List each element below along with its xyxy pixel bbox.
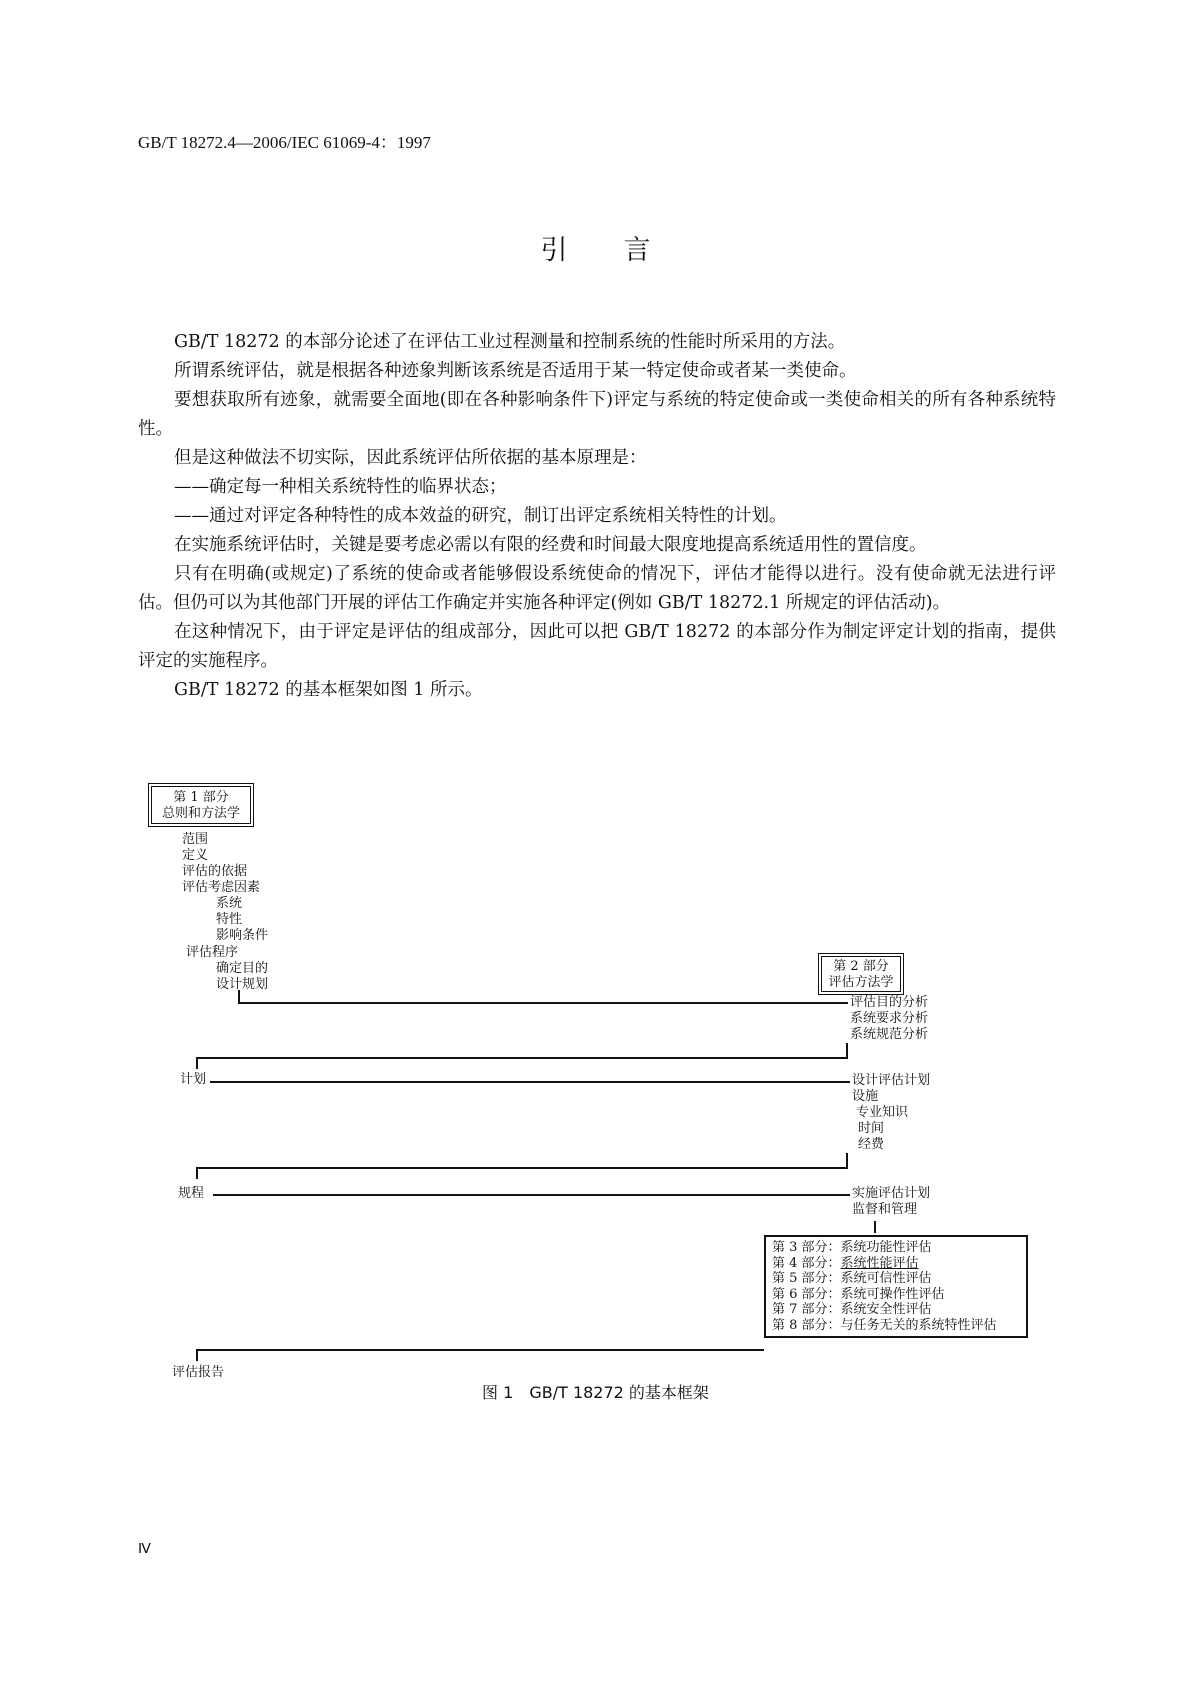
part1-item: 系统 <box>216 896 243 911</box>
page-title: 引言 <box>540 235 707 266</box>
part1-item: 特性 <box>216 912 243 927</box>
part1-item: 评估考虑因素 <box>182 880 261 895</box>
part-row <box>772 1256 1020 1272</box>
part-name: 系统可操作性评估 <box>840 1286 945 1302</box>
part1-item: 确定目的 <box>216 961 269 976</box>
part-name: 系统功能性评估 <box>840 1240 932 1255</box>
part1-item: 范围 <box>182 832 209 847</box>
part-number: 第 4 部分： <box>772 1255 841 1271</box>
paragraph: GB/T 18272 的基本框架如图 1 所示。 <box>174 680 483 700</box>
connector-line <box>196 1349 198 1361</box>
part1-item: 评估的依据 <box>182 864 248 879</box>
paragraph: 要想获取所有迹象，就需要全面地(即在各种影响条件下)评定与系统的特定使命或一类使命相关的所有各种系统特性。 <box>138 390 1056 439</box>
paragraph: 但是这种做法不切实际，因此系统评估所依据的基本原理是： <box>174 448 647 468</box>
label-procedure: 规程 <box>178 1186 205 1201</box>
connector-line <box>196 1349 764 1351</box>
paragraph: 所谓系统评估，就是根据各种迹象判断该系统是否适用于某一特定使命或者某一类使命。 <box>174 361 857 381</box>
part1-item: 评估程序 <box>186 945 239 960</box>
paragraph: 在实施系统评估时，关键是要考虑必需以有限的经费和时间最大限度地提高系统适用性的置信度。 <box>174 535 927 555</box>
part-row <box>772 1302 1020 1318</box>
part-name: 系统安全性评估 <box>840 1302 932 1317</box>
connector-line <box>210 1081 850 1083</box>
part1-box-line: 总则和方法学 <box>161 806 240 821</box>
part1-item: 设计规划 <box>216 977 269 992</box>
connector-line <box>238 1002 848 1004</box>
list-item: ——通过对评定各种特性的成本效益的研究，制订出评定系统相关特性的计划。 <box>174 506 787 526</box>
part-row <box>772 1287 1020 1303</box>
part-row <box>772 1271 1020 1287</box>
figure-caption: 图 1 GB/T 18272 的基本框架 <box>482 1383 709 1402</box>
part-number: 第 3 部分： <box>772 1240 841 1255</box>
list-item: ——确定每一种相关系统特性的临界状态； <box>174 477 507 497</box>
analysis-item: 系统要求分析 <box>850 1011 929 1026</box>
page-number: Ⅳ <box>138 1542 151 1557</box>
connector-line <box>874 1221 876 1233</box>
connector-line <box>213 1194 850 1196</box>
paragraph: GB/T 18272 的本部分论述了在评估工业过程测量和控制系统的性能时所采用的方法。 <box>174 332 846 352</box>
part-number: 第 8 部分： <box>772 1317 841 1333</box>
part1-box-line: 第 1 部分 <box>173 790 229 805</box>
part1-item: 影响条件 <box>216 928 269 943</box>
part-row <box>772 1240 1020 1256</box>
connector-line <box>196 1167 198 1179</box>
part-number: 第 7 部分： <box>772 1302 841 1317</box>
introduction-body <box>138 328 1056 705</box>
analysis-item: 评估目的分析 <box>850 995 929 1010</box>
plan-item: 设施 <box>852 1089 879 1104</box>
plan-item: 专业知识 <box>856 1105 909 1120</box>
part-number: 第 5 部分： <box>772 1271 841 1286</box>
procedure-item: 实施评估计划 <box>852 1186 931 1201</box>
evaluation-parts-box <box>764 1235 1028 1338</box>
procedure-item: 监督和管理 <box>852 1202 918 1217</box>
part2-box-line: 评估方法学 <box>828 975 894 990</box>
plan-item: 设计评估计划 <box>852 1073 931 1088</box>
part-name: 与任务无关的系统特性评估 <box>840 1317 997 1333</box>
connector-line <box>846 1043 848 1058</box>
label-plan: 计划 <box>180 1072 207 1087</box>
label-report: 评估报告 <box>172 1365 225 1380</box>
part-row <box>772 1318 1020 1334</box>
part-name: 系统性能评估 <box>840 1255 919 1271</box>
connector-line <box>846 1153 848 1168</box>
paragraph: 在这种情况下，由于评定是评估的组成部分，因此可以把 GB/T 18272 的本部分作为制定评定计划的指南，提供评定的实施程序。 <box>138 622 1056 671</box>
connector-line <box>196 1057 198 1069</box>
standard-code-header: GB/T 18272.4—2006/IEC 61069-4：1997 <box>138 133 431 152</box>
connector-line <box>196 1167 848 1169</box>
paragraph: 只有在明确(或规定)了系统的使命或者能够假设系统使命的情况下，评估才能得以进行。没有使命就无法进行评估。但仍可以为其他部门开展的评估工作确定并实施各种评定(例如 GB/T 18272.1 所规定的评估活动)。 <box>138 564 1056 613</box>
part1-box <box>148 783 254 827</box>
connector-line <box>196 1057 848 1059</box>
plan-item: 经费 <box>858 1137 885 1152</box>
part-number: 第 6 部分： <box>772 1286 841 1302</box>
part-name: 系统可信性评估 <box>840 1271 932 1286</box>
part1-item: 定义 <box>182 848 209 863</box>
part2-box <box>818 953 904 995</box>
part2-box-line: 第 2 部分 <box>833 959 889 974</box>
plan-item: 时间 <box>858 1121 885 1136</box>
analysis-item: 系统规范分析 <box>850 1027 929 1042</box>
